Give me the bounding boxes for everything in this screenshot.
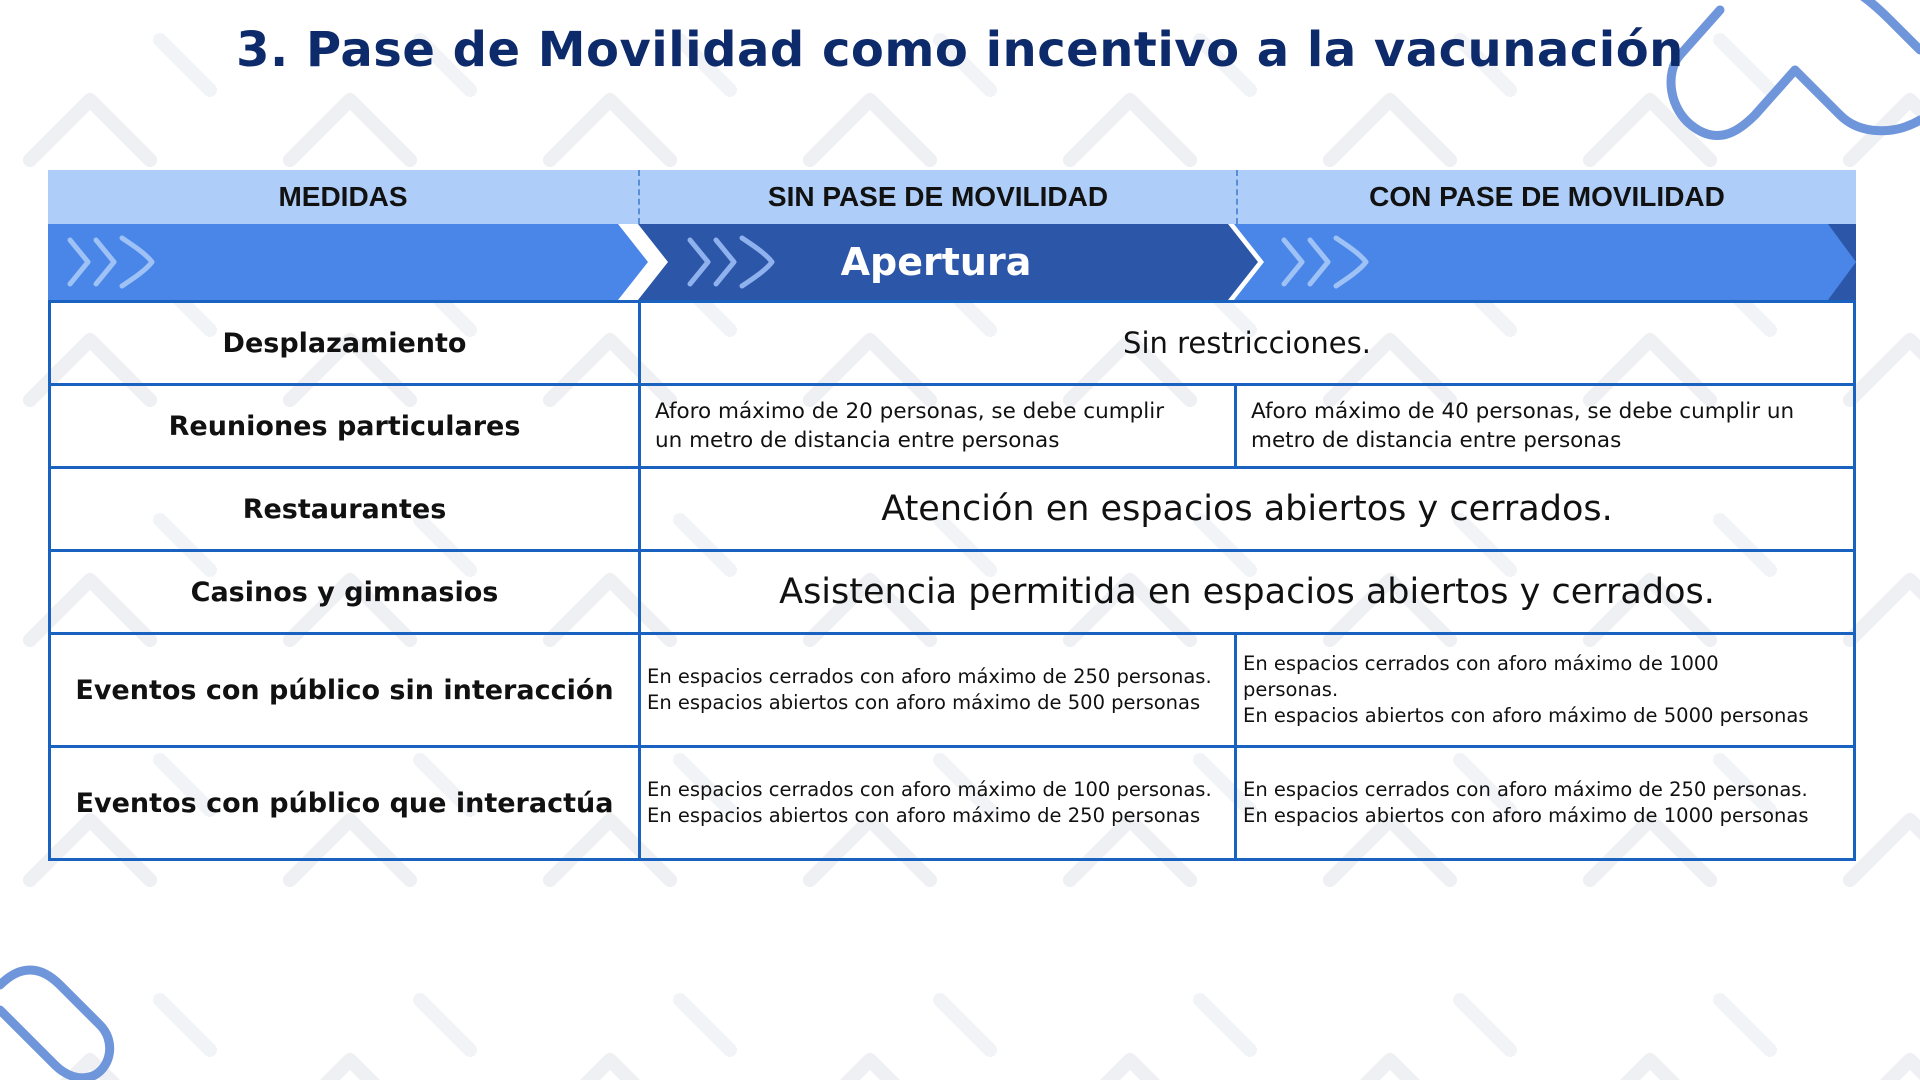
cell-line: En espacios cerrados con aforo máximo de 250 personas. bbox=[647, 665, 1212, 688]
cell-line: En espacios abiertos con aforo máximo de 1000 personas bbox=[1243, 804, 1809, 827]
measure-cell: Eventos con público que interactúa bbox=[51, 748, 641, 858]
cell-line: Aforo máximo de 40 personas, se debe cumplir un bbox=[1251, 399, 1795, 424]
table-body bbox=[48, 300, 1856, 861]
value-cell-sin bbox=[641, 748, 1237, 858]
table-header bbox=[48, 170, 1856, 224]
measure-cell: Eventos con público sin interacción bbox=[51, 635, 641, 745]
value-cell-sin bbox=[641, 386, 1237, 466]
value-cell-merged: Atención en espacios abiertos y cerrados. bbox=[641, 469, 1856, 549]
cell-line: personas. bbox=[1243, 678, 1339, 701]
cell-line: Aforo máximo de 20 personas, se debe cumplir bbox=[655, 399, 1165, 424]
table-row bbox=[51, 748, 1856, 861]
cell-line: En espacios abiertos con aforo máximo de 500 personas bbox=[647, 691, 1201, 714]
header-medidas: MEDIDAS bbox=[48, 170, 640, 224]
table-row bbox=[51, 300, 1856, 386]
cell-line: En espacios abiertos con aforo máximo de 250 personas bbox=[647, 804, 1201, 827]
measure-cell: Casinos y gimnasios bbox=[51, 552, 641, 632]
section-banner bbox=[48, 224, 1856, 300]
cell-line: En espacios cerrados con aforo máximo de 250 personas. bbox=[1243, 778, 1808, 801]
measure-cell: Reuniones particulares bbox=[51, 386, 641, 466]
heart-outline-icon bbox=[0, 950, 120, 1080]
section-label: Apertura bbox=[840, 240, 1032, 284]
measures-table bbox=[48, 170, 1856, 861]
cell-line: En espacios cerrados con aforo máximo de 1000 bbox=[1243, 652, 1719, 675]
table-row bbox=[51, 552, 1856, 635]
cell-line: metro de distancia entre personas bbox=[1251, 428, 1622, 453]
value-cell-con bbox=[1237, 635, 1856, 745]
page-title: 3. Pase de Movilidad como incentivo a la vacunación bbox=[236, 22, 1684, 78]
value-cell-con bbox=[1237, 386, 1856, 466]
table-row bbox=[51, 635, 1856, 748]
table-row bbox=[51, 469, 1856, 552]
cell-line: En espacios cerrados con aforo máximo de 100 personas. bbox=[647, 778, 1212, 801]
value-cell-con bbox=[1237, 748, 1856, 858]
value-cell-sin bbox=[641, 635, 1237, 745]
header-sin-pase: SIN PASE DE MOVILIDAD bbox=[640, 170, 1238, 224]
header-con-pase: CON PASE DE MOVILIDAD bbox=[1369, 181, 1725, 212]
cell-line: En espacios abiertos con aforo máximo de 5000 personas bbox=[1243, 704, 1809, 727]
cell-line: un metro de distancia entre personas bbox=[655, 428, 1060, 453]
measure-cell: Desplazamiento bbox=[51, 303, 641, 383]
table-row bbox=[51, 386, 1856, 469]
measure-cell: Restaurantes bbox=[51, 469, 641, 549]
value-cell-merged: Sin restricciones. bbox=[641, 303, 1856, 383]
value-cell-merged: Asistencia permitida en espacios abiertos y cerrados. bbox=[641, 552, 1856, 632]
